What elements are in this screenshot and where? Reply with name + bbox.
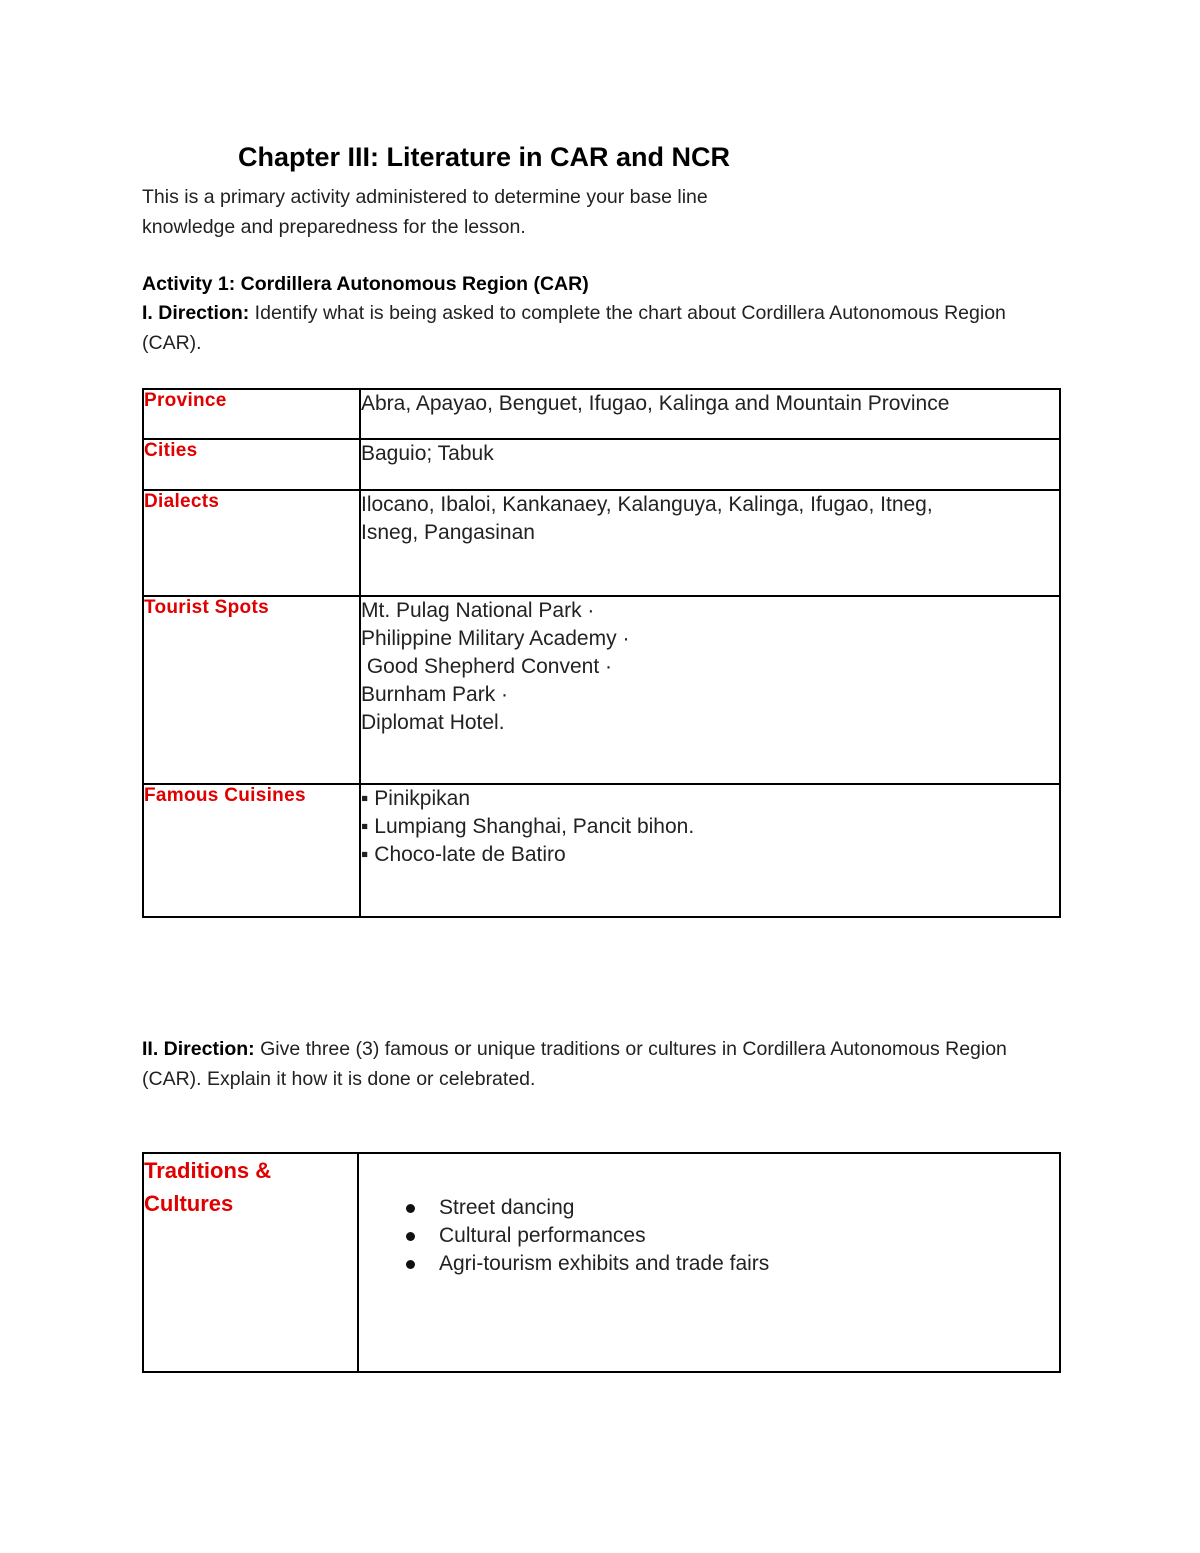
table-row [143,784,1060,917]
traditions-label-line-2: Cultures [144,1191,234,1216]
list-item: Mt. Pulag National Park · [361,599,595,622]
activity-1-heading: Activity 1: Cordillera Autonomous Region (CAR) [142,273,589,295]
table-row [143,389,1060,439]
province-value [360,389,1060,439]
intro-line-2: knowledge and preparedness for the lesson. [142,216,526,238]
tourist-spots-value [360,596,1060,784]
table-row [143,490,1060,596]
direction-2-label: II. Direction: [142,1038,255,1060]
direction-2-text: Give three (3) famous or unique traditions or cultures in Cordillera Autonomous Region (CAR). Explain it how it is done or celebrated. [142,1038,1007,1090]
list-item: ▪ Lumpiang Shanghai, Pancit bihon. [361,815,695,838]
table-row [143,439,1060,490]
dialects-value [360,490,1060,596]
list-item: Diplomat Hotel. [361,711,505,734]
list-item: Philippine Military Academy · [361,627,630,650]
cities-label: Cities [143,439,360,490]
province-text: Abra, Apayao, Benguet, Ifugao, Kalinga and Mountain Province [361,392,950,415]
car-chart-table [142,388,1061,918]
page-title: Chapter III: Literature in CAR and NCR [238,142,731,172]
list-item: Cultural performances [439,1222,1059,1250]
province-label: Province [143,389,360,439]
direction-1-label: I. Direction: [142,302,250,324]
intro-line-1: This is a primary activity administered to determine your base line [142,186,708,208]
dialects-line-2: Isneg, Pangasinan [361,521,535,544]
tourist-spots-label: Tourist Spots [143,596,360,784]
traditions-value [358,1153,1060,1372]
cities-text: Baguio; Tabuk [361,442,494,465]
direction-1-text: Identify what is being asked to complete the chart about Cordillera Autonomous Region (CAR). [142,302,1006,354]
traditions-list [359,1154,1059,1278]
table-row [143,1153,1060,1372]
traditions-label-line-1: Traditions & [144,1158,272,1183]
dialects-label: Dialects [143,490,360,596]
cuisines-label: Famous Cuisines [143,784,360,917]
list-item: Burnham Park · [361,683,509,706]
cuisines-value [360,784,1060,917]
cities-value [360,439,1060,490]
table-row [143,596,1060,784]
list-item: ▪ Choco-late de Batiro [361,843,566,866]
list-item: Street dancing [439,1194,1059,1222]
traditions-label [143,1153,358,1372]
traditions-table [142,1152,1061,1373]
intro-paragraph [142,182,802,242]
list-item: Good Shepherd Convent · [361,655,612,678]
list-item: ▪ Pinikpikan [361,787,470,810]
list-item: Agri-tourism exhibits and trade fairs [439,1250,1059,1278]
dialects-line-1: Ilocano, Ibaloi, Kankanaey, Kalanguya, Kalinga, Ifugao, Itneg, [361,493,933,516]
direction-2 [142,1034,1042,1094]
direction-1 [142,298,1042,358]
